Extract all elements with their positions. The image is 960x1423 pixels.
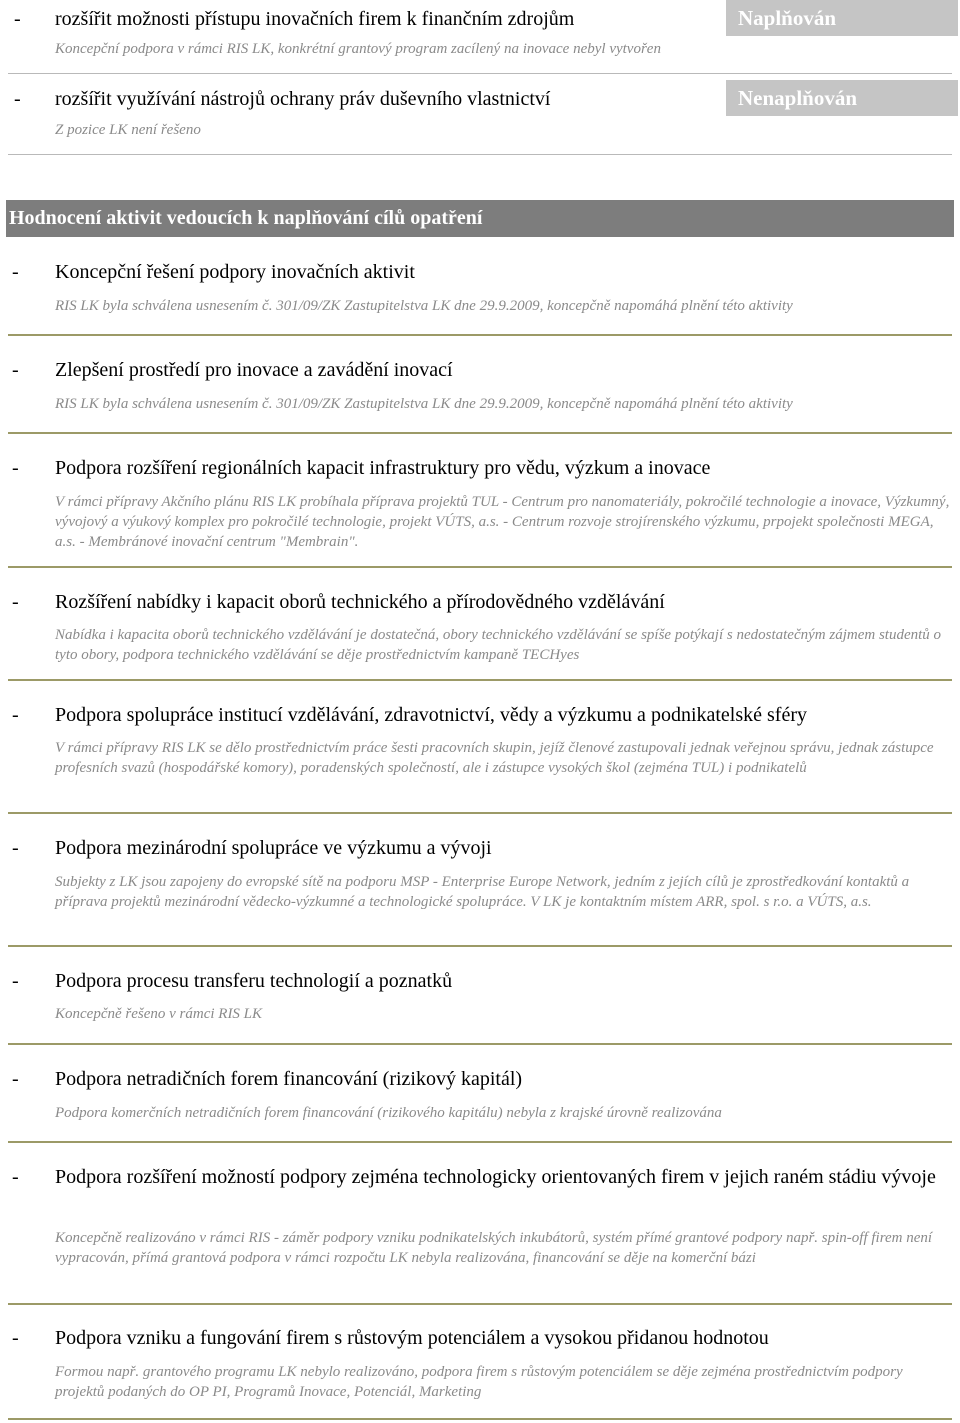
divider: [8, 1141, 952, 1143]
status-badge: Naplňován: [726, 0, 958, 36]
activity-title: Podpora rozšíření možností podpory zejména technologicky orientovaných firem v jejich raném stádiu vývoje: [55, 1166, 936, 1188]
activity-description: V rámci přípravy Akčního plánu RIS LK probíhala příprava projektů TUL - Centrum pro nanomateriály, pokročilé technologie a inovace, Výzkumný, vývojový a výukový komplex pro pokročilé technologie, projekt VÚTS, a.s. - Centrum rozvoje strojírenského výzkumu, prpojekt společnosti MEGA, a.s. - Membránové inovační centrum "Membrain".: [55, 494, 950, 550]
bullet-dash: -: [12, 261, 19, 283]
divider: [8, 1303, 952, 1305]
goal-note: Z pozice LK není řešeno: [55, 122, 201, 138]
status-badge: Nenaplňován: [726, 80, 958, 116]
section-header: Hodnocení aktivit vedoucích k naplňování cílů opatření: [6, 200, 954, 237]
activity-title: Zlepšení prostředí pro inovace a zavádění inovací: [55, 359, 453, 381]
bullet-dash: -: [14, 8, 21, 30]
goal-title: rozšířit využívání nástrojů ochrany práv duševního vlastnictví: [55, 88, 551, 110]
goal-row: [8, 86, 952, 146]
activity-description: RIS LK byla schválena usnesením č. 301/09/ZK Zastupitelstva LK dne 29.9.2009, koncepčně napomáhá plnění této aktivity: [55, 396, 793, 412]
activity-description: V rámci přípravy RIS LK se dělo prostřednictvím práce šesti pracovních skupin, jejíž členové zastupovali jednak veřejnou správu, jednak zástupce profesních svazů (hospodářské komory), poradenských společností, ale i zástupce vysokých škol (zejména TUL) i podnikatelů: [55, 740, 934, 776]
activity-title: Podpora spolupráce institucí vzdělávání, zdravotnictví, vědy a výzkumu a podnikatelské sféry: [55, 704, 808, 726]
activity-title: Podpora procesu transferu technologií a poznatků: [55, 970, 453, 992]
divider: [8, 812, 952, 814]
bullet-dash: -: [12, 704, 19, 726]
bullet-dash: -: [12, 1327, 19, 1349]
activity-description: Koncepčně realizováno v rámci RIS - záměr podpory vzniku podnikatelských inkubátorů, systém přímé grantové podpory např. spin-off firem není vypracován, přímá grantová podpora v rámci rozpočtu LK nebyla realizována, financování se děje na komerční bázi: [55, 1230, 933, 1266]
activity-title: Podpora rozšíření regionálních kapacit infrastruktury pro vědu, výzkum a inovace: [55, 457, 711, 479]
bullet-dash: -: [14, 88, 21, 110]
bullet-dash: -: [12, 359, 19, 381]
divider: [8, 1043, 952, 1045]
divider: [8, 679, 952, 681]
bullet-dash: -: [12, 591, 19, 613]
activity-title: Podpora netradičních forem financování (rizikový kapitál): [55, 1068, 523, 1090]
bullet-dash: -: [12, 1166, 19, 1188]
activity-description: RIS LK byla schválena usnesením č. 301/09/ZK Zastupitelstva LK dne 29.9.2009, koncepčně napomáhá plnění této aktivity: [55, 298, 793, 314]
goal-row: [8, 6, 952, 66]
activity-description: Formou např. grantového programu LK nebylo realizováno, podpora firem s růstovým potenciálem se děje zejména prostřednictvím podpory projektů podaných do OP PI, Programů Inovace, Potenciál, Marketing: [55, 1364, 903, 1400]
bullet-dash: -: [12, 457, 19, 479]
divider: [8, 334, 952, 336]
activity-title: Rozšíření nabídky i kapacit oborů technického a přírodovědného vzdělávání: [55, 591, 665, 613]
activity-description: Podpora komerčních netradičních forem financování (rizikového kapitálu) nebyla z krajské úrovně realizována: [55, 1105, 722, 1121]
activity-title: Koncepční řešení podpory inovačních aktivit: [55, 261, 415, 283]
bullet-dash: -: [12, 970, 19, 992]
activity-description: Subjekty z LK jsou zapojeny do evropské sítě na podporu MSP - Enterprise Europe Network, jedním z jejích cílů je zprostředkování kontaktů a příprava projektů mezinárodní vědecko-výzkumné a technologické spolupráce. V LK je kontaktním místem ARR, spol. s r.o. a VÚTS, a.s.: [55, 874, 910, 910]
goal-note: Koncepční podpora v rámci RIS LK, konkrétní grantový program zacílený na inovace nebyl vytvořen: [55, 41, 661, 57]
divider: [8, 432, 952, 434]
divider: [8, 945, 952, 947]
bullet-dash: -: [12, 837, 19, 859]
activity-description: Koncepčně řešeno v rámci RIS LK: [55, 1006, 263, 1022]
activity-title: Podpora vzniku a fungování firem s růstovým potenciálem a vysokou přidanou hodnotou: [55, 1327, 769, 1349]
divider: [8, 1418, 952, 1420]
goal-title: rozšířit možnosti přístupu inovačních firem k finančním zdrojům: [55, 8, 575, 30]
divider: [8, 73, 952, 74]
divider: [8, 566, 952, 568]
activity-description: Nabídka i kapacita oborů technického vzdělávání je dostatečná, obory technického vzdělávání se spíše potýkají s nedostatečným zájmem studentů o tyto obory, podpora technického vzdělávání se děje prostřednictvím kampaně TECHyes: [55, 627, 942, 663]
divider: [8, 154, 952, 155]
bullet-dash: -: [12, 1068, 19, 1090]
activity-title: Podpora mezinárodní spolupráce ve výzkumu a vývoji: [55, 837, 492, 859]
